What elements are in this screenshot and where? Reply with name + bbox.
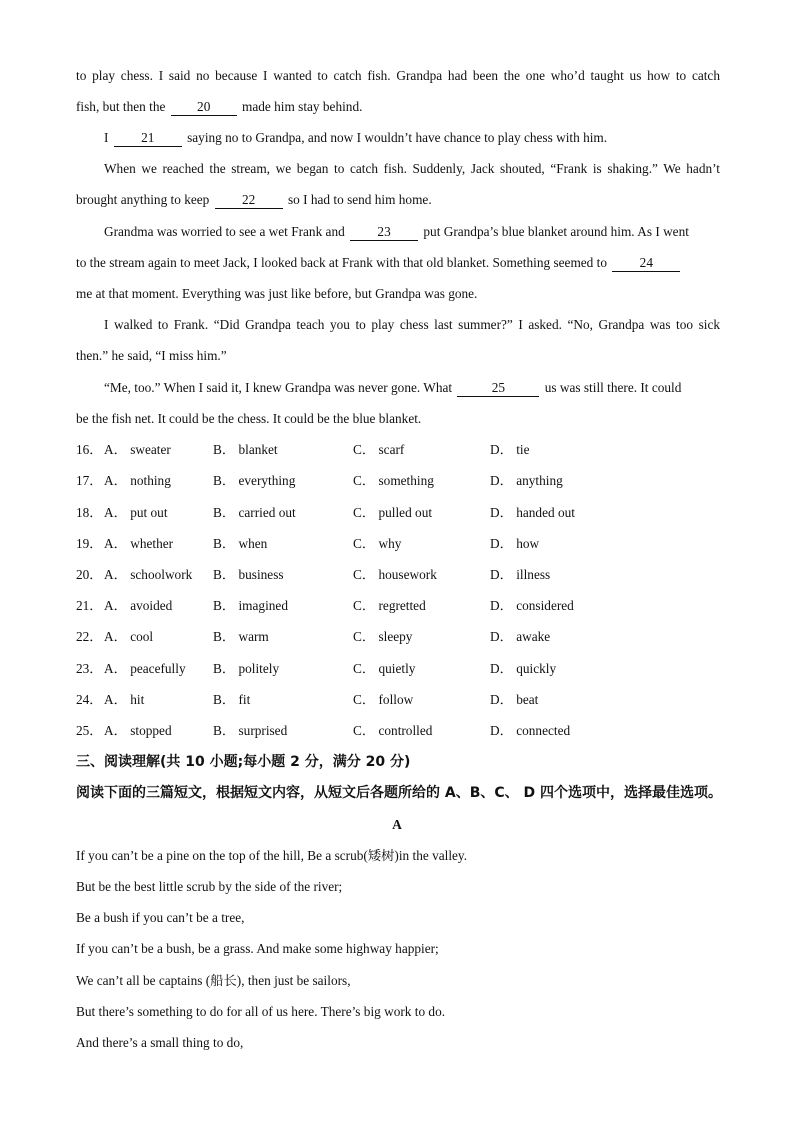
option-c: C． something <box>353 473 434 488</box>
option-c: C． pulled out <box>353 505 433 520</box>
question-number: 20． <box>76 567 103 582</box>
passage-title: A <box>392 817 402 832</box>
option-b: B． everything <box>213 473 296 488</box>
option-d: D． handed out <box>490 505 575 520</box>
poem-line: But there’s something to do for all of us here. There’s big work to do. <box>76 1004 446 1019</box>
passage-line: “Me, too.” When I said it, I knew Grandpa was never gone. What 25 us was still there. It could <box>104 380 682 395</box>
question-row <box>76 471 720 491</box>
option-d: D． considered <box>490 598 574 613</box>
option-c: C． why <box>353 536 402 551</box>
option-a: A． hit <box>104 692 145 707</box>
question-row <box>76 565 720 585</box>
option-b: B． warm <box>213 629 269 644</box>
question-number: 24． <box>76 692 103 707</box>
option-d: D． anything <box>490 473 563 488</box>
passage-line: to the stream again to meet Jack, I looked back at Frank with that old blanket. Something seemed to 24 <box>76 253 720 273</box>
question-number: 18． <box>76 505 103 520</box>
passage-line: I 21 saying no to Grandpa, and now I wouldn’t have chance to play chess with him. <box>104 130 608 145</box>
option-a: A． whether <box>104 536 174 551</box>
poem-line: And there’s a small thing to do, <box>76 1035 244 1050</box>
option-a: A． put out <box>104 505 168 520</box>
option-a: A． nothing <box>104 473 171 488</box>
option-b: B． politely <box>213 661 280 676</box>
option-b: B． when <box>213 536 268 551</box>
question-row <box>76 596 720 616</box>
option-b: B． business <box>213 567 284 582</box>
passage-line: I walked to Frank. “Did Grandpa teach you to play chess last summer?” I asked. “No, Grandpa was too sick <box>104 317 720 332</box>
passage-line: When we reached the stream, we began to catch fish. Suddenly, Jack shouted, “Frank is shaking.” We hadn’t <box>104 161 720 176</box>
question-number: 16． <box>76 442 103 457</box>
option-c: C． quietly <box>353 661 416 676</box>
option-c: C． regretted <box>353 598 426 613</box>
question-row <box>76 627 720 647</box>
passage-line: to play chess. I said no because I wanted to catch fish. Grandpa had been the one who’d taught us how to catch <box>76 68 720 83</box>
poem-line: We can’t all be captains (船长), then just be sailors, <box>76 973 351 988</box>
option-a: A． schoolwork <box>104 567 193 582</box>
option-d: D． tie <box>490 442 530 457</box>
passage-line: fish, but then the 20 made him stay behind. <box>76 99 363 114</box>
option-a: A． stopped <box>104 723 172 738</box>
question-row <box>76 440 720 460</box>
option-a: A． cool <box>104 629 154 644</box>
section-heading: 三、阅读理解(共 10 小题;每小题 2 分，满分 20 分) <box>76 754 411 770</box>
question-number: 23． <box>76 661 103 676</box>
blank-25: 25 <box>457 380 539 397</box>
poem-line: If you can’t be a bush, be a grass. And make some highway happier; <box>76 941 439 956</box>
option-b: B． imagined <box>213 598 288 613</box>
option-c: C． sleepy <box>353 629 413 644</box>
passage-line: then.” he said, “I miss him.” <box>76 348 227 363</box>
question-number: 19． <box>76 536 103 551</box>
question-number: 17． <box>76 473 103 488</box>
question-number: 22． <box>76 629 103 644</box>
blank-24: 24 <box>612 255 680 272</box>
question-row <box>76 534 720 554</box>
option-a: A． peacefully <box>104 661 186 676</box>
option-a: A． avoided <box>104 598 173 613</box>
option-b: B． carried out <box>213 505 296 520</box>
option-b: B． surprised <box>213 723 288 738</box>
option-d: D． beat <box>490 692 539 707</box>
option-d: D． how <box>490 536 540 551</box>
option-c: C． follow <box>353 692 414 707</box>
passage-line: Grandma was worried to see a wet Frank and 23 put Grandpa’s blue blanket around him. As I went <box>104 224 689 239</box>
option-d: D． illness <box>490 567 551 582</box>
section-instruction: 阅读下面的三篇短文，根据短文内容，从短文后各题所给的 A、B、C、 D 四个选项中，选择最佳选项。 <box>76 785 723 801</box>
option-b: B． fit <box>213 692 251 707</box>
question-number: 21． <box>76 598 103 613</box>
option-c: C． housework <box>353 567 437 582</box>
blank-23: 23 <box>350 224 418 241</box>
option-d: D． connected <box>490 723 571 738</box>
blank-20: 20 <box>171 99 237 116</box>
question-row <box>76 690 720 710</box>
question-row <box>76 721 720 741</box>
option-c: C． scarf <box>353 442 405 457</box>
passage-line: be the fish net. It could be the chess. It could be the blue blanket. <box>76 411 422 426</box>
option-d: D． awake <box>490 629 551 644</box>
blank-22: 22 <box>215 192 283 209</box>
option-d: D． quickly <box>490 661 557 676</box>
poem-line: If you can’t be a pine on the top of the hill, Be a scrub(矮树)in the valley. <box>76 848 468 863</box>
blank-21: 21 <box>114 130 182 147</box>
question-number: 25． <box>76 723 103 738</box>
option-a: A． sweater <box>104 442 171 457</box>
option-b: B． blanket <box>213 442 278 457</box>
passage-line: brought anything to keep 22 so I had to send him home. <box>76 192 432 207</box>
poem-line: Be a bush if you can’t be a tree, <box>76 910 245 925</box>
question-row <box>76 659 720 679</box>
poem-line: But be the best little scrub by the side of the river; <box>76 879 343 894</box>
passage-line: me at that moment. Everything was just like before, but Grandpa was gone. <box>76 286 478 301</box>
question-row <box>76 503 720 523</box>
option-c: C． controlled <box>353 723 433 738</box>
